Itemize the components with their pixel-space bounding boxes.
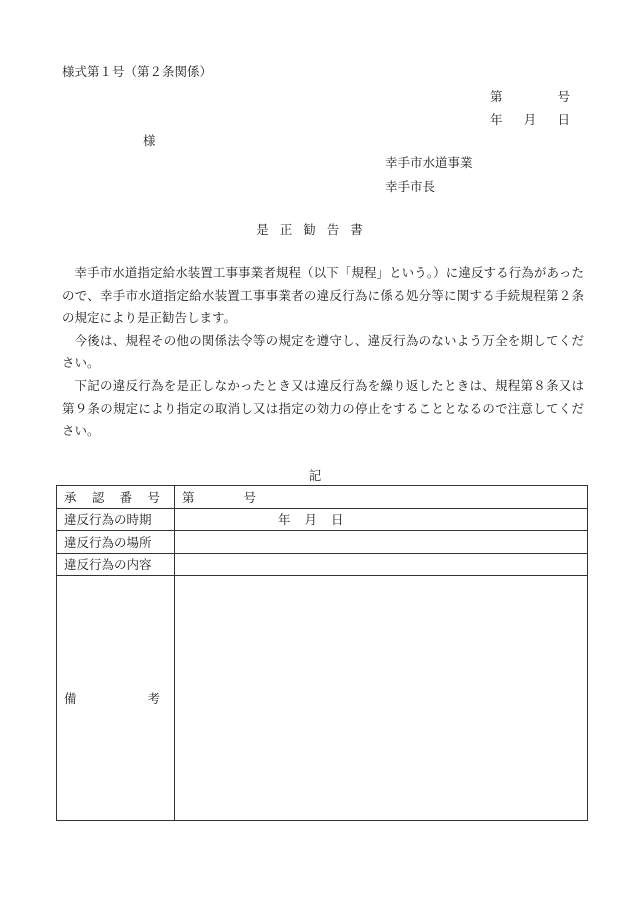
issuer-title: 幸手市長 xyxy=(385,179,436,194)
date-year: 年 xyxy=(490,112,503,127)
form-number-label: 様式第１号（第２条関係） xyxy=(62,64,213,79)
label-char: 号 xyxy=(147,489,160,505)
label-char: 考 xyxy=(147,691,160,706)
label-char: 承 xyxy=(64,489,77,505)
title-char: 告 xyxy=(326,222,351,237)
number-prefix: 第 xyxy=(490,89,503,104)
violation-place-value[interactable] xyxy=(175,531,588,554)
remarks-value[interactable] xyxy=(175,576,588,821)
violation-content-label: 違反行為の内容 xyxy=(57,553,175,576)
value-day: 日 xyxy=(331,512,344,528)
table-row xyxy=(57,553,588,576)
body-text xyxy=(62,262,584,443)
body-paragraph: 下記の違反行為を是正しなかったとき又は違反行為を繰り返したときは、規程第８条又は第９条の規定により指定の取消し又は指定の効力の停止をすることとなるので注意してください。 xyxy=(62,377,584,439)
value-suffix: 号 xyxy=(243,489,256,505)
violation-time-label: 違反行為の時期 xyxy=(57,508,175,531)
addressee-honorific: 様 xyxy=(143,133,156,148)
value-month: 月 xyxy=(304,512,318,528)
remarks-label xyxy=(57,576,175,821)
table-row xyxy=(57,508,588,531)
table-row xyxy=(57,576,588,821)
document-number-line xyxy=(490,87,570,105)
body-paragraph: 今後は、規程その他の関係法令等の規定を遵守し、違反行為のないよう万全を期してください。 xyxy=(62,332,584,371)
table-row xyxy=(57,531,588,554)
violation-place-label: 違反行為の場所 xyxy=(57,531,175,554)
label-char: 認 xyxy=(91,489,105,505)
title-char: 是 xyxy=(256,222,280,237)
ki-heading: 記 xyxy=(308,468,322,483)
violation-record-table xyxy=(56,485,588,821)
number-suffix: 号 xyxy=(557,89,570,104)
violation-content-value[interactable] xyxy=(175,553,588,576)
document-date-line xyxy=(490,110,570,128)
table-row xyxy=(57,486,588,509)
value-prefix: 第 xyxy=(182,489,195,505)
date-day: 日 xyxy=(557,112,570,127)
document-title xyxy=(0,220,630,238)
label-char: 備 xyxy=(64,691,77,706)
title-char: 正 xyxy=(279,222,304,237)
date-month: 月 xyxy=(523,112,537,127)
violation-time-value[interactable] xyxy=(175,508,588,531)
title-char: 勧 xyxy=(303,222,327,237)
title-char: 書 xyxy=(350,222,374,237)
body-paragraph: 幸手市水道指定給水装置工事事業者規程（以下「規程」という。）に違反する行為があったので、幸手市水道指定給水装置工事事業者の違反行為に係る処分等に関する手続規程第２条の規定により是正勧告します。 xyxy=(62,265,584,326)
approval-number-value[interactable] xyxy=(175,486,588,509)
value-year: 年 xyxy=(278,512,291,528)
issuer-organization: 幸手市水道事業 xyxy=(385,155,473,170)
approval-number-label xyxy=(57,486,175,509)
label-char: 番 xyxy=(119,489,133,505)
